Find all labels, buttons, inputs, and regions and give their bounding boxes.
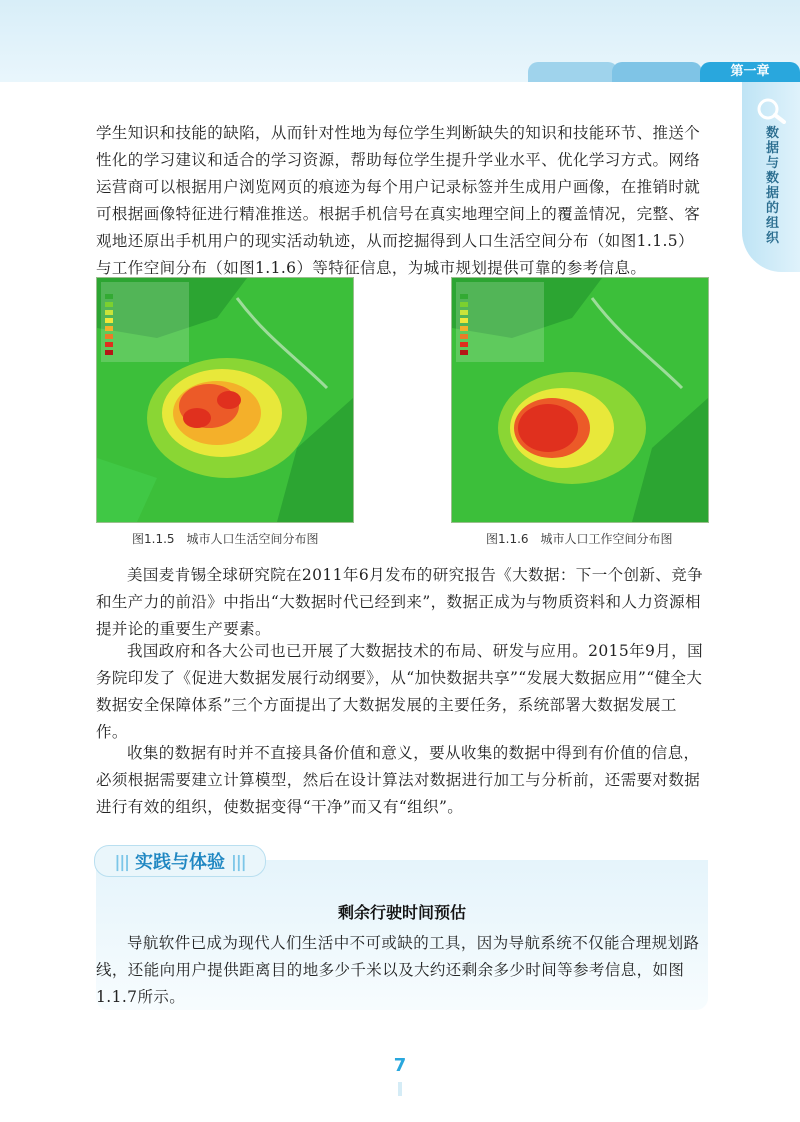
practice-title: 剩余行驶时间预估 [337, 903, 466, 922]
magnifier-icon [752, 96, 792, 124]
paragraph: 我国政府和各大公司也已开展了大数据技术的布局、研发与应用。2015年9月，国务院印发了《促进大数据发展行动纲要》，从“加快数据共享”“发展大数据应用”“健全大数据安全保障体系”三个方面提出了大数据发展的主要任务，系统部署大数据发展工作。 [96, 642, 704, 741]
figure-caption: 图1.1.5 城市人口生活空间分布图 [132, 532, 319, 546]
figure-caption: 图1.1.6 城市人口工作空间分布图 [486, 532, 673, 546]
header-tab-decor [612, 62, 702, 82]
chapter-tab: 第一章 [700, 62, 800, 82]
living-space-map [96, 277, 354, 523]
page-number: 7 [393, 1055, 407, 1076]
header-tab-decor [528, 62, 618, 82]
paragraph: 导航软件已成为现代人们生活中不可或缺的工具，因为导航系统不仅能合理规划路线，还能向用户提供距离目的地多少千米以及大约还剩余多少时间等参考信息，如图1.1.7所示。 [96, 934, 700, 1006]
working-space-map [451, 277, 709, 523]
paragraph: 学生知识和技能的缺陷，从而针对性地为每位学生判断缺失的知识和技能环节、推送个性化的学习建议和适合的学习资源，帮助每位学生提升学业水平、优化学习方式。网络运营商可以根据用户浏览网页的痕迹为每个用户记录标签并生成用户画像，在推销时就可根据画像特征进行精准推送。根据手机信号在真实地理空间上的覆盖情况，完整、客观地还原出手机用户的现实活动轨迹，从而挖掘得到人口生活空间分布（如图1.1.5）与工作空间分布（如图1.1.6）等特征信息，为城市规划提供可靠的参考信息。 [96, 124, 701, 277]
paragraph: 美国麦肯锡全球研究院在2011年6月发布的研究报告《大数据：下一个创新、竞争和生产力的前沿》中指出“大数据时代已经到来”，数据正成为与物质资料和人力资源相提并论的重要生产要素。 [96, 566, 704, 638]
page-number-decor [398, 1082, 402, 1096]
bars-icon: ||| [114, 851, 129, 871]
side-tab-title: 数据与数据的组织 [766, 126, 780, 246]
practice-header [94, 845, 266, 877]
bars-icon: ||| [231, 851, 246, 871]
practice-header-title: 实践与体验 [135, 852, 225, 873]
paragraph: 收集的数据有时并不直接具备价值和意义，要从收集的数据中得到有价值的信息，必须根据需要建立计算模型，然后在设计算法对数据进行加工与分析前，还需要对数据进行有效的组织，使数据变得“干净”而又有“组织”。 [96, 744, 701, 816]
